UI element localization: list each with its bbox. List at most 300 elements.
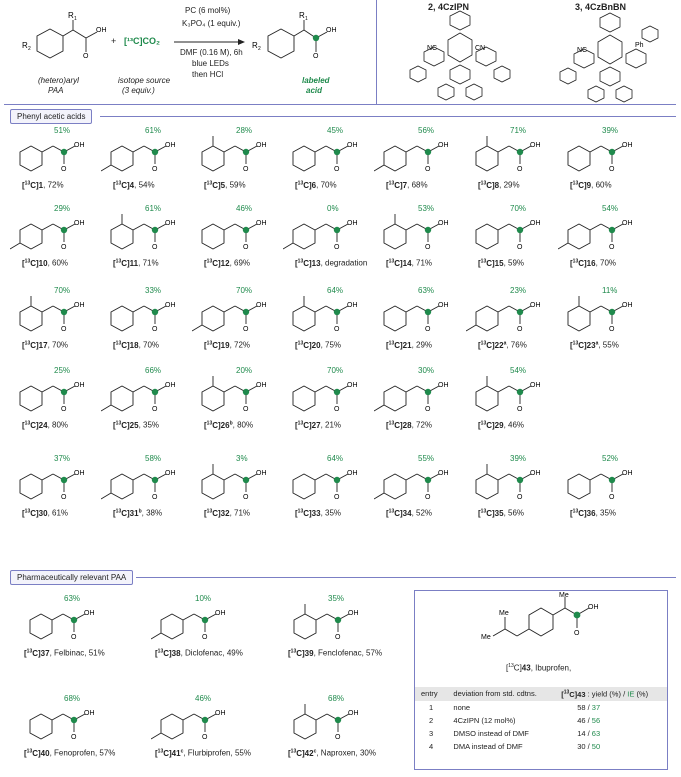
compound-label: [$^{13}$C]14, 71% [386, 258, 433, 268]
pharma-rule [136, 577, 676, 578]
structure-10 [10, 204, 94, 256]
svg-text:O: O [517, 406, 523, 413]
compound-label: [$^{13}$C]16, 70% [570, 258, 617, 268]
svg-text:R: R [252, 41, 258, 50]
svg-text:OH: OH [215, 610, 226, 617]
structure-14 [374, 204, 458, 256]
ibuprofen-panel [414, 590, 668, 770]
svg-text:OH: OH [74, 220, 85, 227]
structure-15 [466, 204, 550, 256]
structure-23 [558, 286, 642, 338]
table-row [415, 727, 667, 740]
reaction-scheme [0, 0, 375, 108]
result-cell: 58 / 37 [577, 702, 601, 712]
ie-value: 70% [236, 286, 253, 295]
ie-value: 20% [236, 366, 253, 375]
svg-text:OH: OH [348, 710, 359, 717]
svg-text:OH: OH [74, 382, 85, 389]
ie-value: 70% [327, 366, 344, 375]
compound-39 [278, 588, 383, 662]
svg-text:OH: OH [622, 220, 633, 227]
structure-19 [192, 286, 276, 338]
compound-42 [278, 688, 376, 762]
compound-label: [$^{13}$C]8, 29% [478, 180, 520, 190]
substrate-label-2: PAA [48, 86, 64, 95]
entry-cell: 4 [429, 741, 434, 751]
compound-label: [$^{13}$C]31$^b$, 38% [113, 508, 163, 518]
compound-15 [460, 198, 550, 272]
svg-text:O: O [425, 244, 431, 251]
section-rule [100, 116, 676, 117]
compound-label: [$^{13}$C]27, 21% [295, 420, 342, 430]
top-rule [4, 104, 676, 105]
product-label-2: acid [306, 86, 323, 95]
compound-27 [277, 360, 367, 434]
structure-1 [10, 126, 94, 178]
compound-36 [552, 448, 642, 522]
compound-label: [$^{13}$C]5, 59% [204, 180, 246, 190]
compound-40 [14, 688, 116, 762]
structure-32 [192, 454, 276, 506]
compound-label: [$^{13}$C]22$^a$, 76% [478, 340, 527, 350]
compound-label: [$^{13}$C]12, 69% [204, 258, 251, 268]
ibuprofen-label: [$^{13}$C]43, Ibuprofen, [506, 663, 572, 673]
svg-text:OH: OH [165, 382, 176, 389]
structure-34 [374, 454, 458, 506]
compound-11 [95, 198, 185, 272]
ie-value: 68% [64, 694, 81, 703]
structure-24 [10, 366, 94, 418]
svg-text:OH: OH [256, 382, 267, 389]
svg-text:OH: OH [256, 302, 267, 309]
compound-label: [$^{13}$C]26$^b$, 80% [204, 420, 254, 430]
svg-text:O: O [335, 634, 341, 641]
svg-text:O: O [517, 494, 523, 501]
substrate-label: (hetero)aryl [38, 76, 79, 85]
svg-text:OH: OH [622, 302, 633, 309]
ie-value: 54% [510, 366, 527, 375]
compound-20 [277, 280, 367, 354]
svg-text:O: O [517, 244, 523, 251]
compound-label: [$^{13}$C]23$^a$, 55% [570, 340, 619, 350]
svg-text:1: 1 [305, 16, 308, 22]
svg-text:NC: NC [427, 45, 438, 52]
ie-value: 53% [418, 204, 435, 213]
svg-text:OH: OH [438, 142, 449, 149]
svg-text:OH: OH [588, 604, 599, 611]
svg-text:O: O [334, 166, 340, 173]
optimization-table [415, 687, 667, 753]
ie-value: 39% [510, 454, 527, 463]
compound-label: [$^{13}$C]37, Felbinac, 51% [24, 648, 105, 658]
compound-28 [368, 360, 458, 434]
structure-26 [192, 366, 276, 418]
svg-text:OH: OH [530, 382, 541, 389]
svg-text:O: O [152, 406, 158, 413]
compound-label: [$^{13}$C]41$^c$, Flurbiprofen, 55% [155, 748, 251, 758]
svg-text:O: O [609, 166, 615, 173]
plus-sign: + [111, 36, 117, 46]
compound-21 [368, 280, 458, 354]
catalyst-structures [380, 0, 680, 104]
ie-value: 23% [510, 286, 527, 295]
structure-7 [374, 126, 458, 178]
svg-text:O: O [609, 244, 615, 251]
ie-value: 64% [327, 286, 344, 295]
svg-text:OH: OH [347, 382, 358, 389]
ie-value: 54% [602, 204, 619, 213]
col-yield-ie: [$^{13}$C]43 : yield (%) / IE (%) [555, 687, 667, 701]
vertical-divider [376, 0, 377, 104]
table-row [415, 714, 667, 727]
svg-text:O: O [574, 630, 580, 637]
compound-37 [14, 588, 104, 662]
result-cell: 46 / 56 [577, 715, 601, 725]
compound-8 [460, 120, 550, 194]
compound-29 [460, 360, 550, 434]
compound-9 [552, 120, 642, 194]
catalyst-3-title: 3, 4CzBnBN [575, 2, 627, 12]
structure-31 [101, 454, 185, 506]
svg-text:O: O [61, 326, 67, 333]
svg-text:Me: Me [499, 610, 509, 617]
section-phenyl-acetic-acids: Phenyl acetic acids [10, 109, 92, 124]
compound-41 [145, 688, 251, 762]
compound-1 [4, 120, 94, 194]
col-deviation: deviation from std. cdtns. [447, 687, 555, 701]
svg-text:R: R [299, 11, 305, 20]
compound-label: [$^{13}$C]24, 80% [22, 420, 69, 430]
compound-18 [95, 280, 185, 354]
structure-37 [20, 594, 104, 646]
compound-14 [368, 198, 458, 272]
svg-text:OH: OH [438, 470, 449, 477]
svg-text:O: O [152, 326, 158, 333]
table-row [415, 701, 667, 714]
ie-value: 63% [64, 594, 81, 603]
svg-text:O: O [334, 406, 340, 413]
svg-text:O: O [243, 244, 249, 251]
compound-4 [95, 120, 185, 194]
svg-text:O: O [334, 326, 340, 333]
svg-text:OH: OH [165, 220, 176, 227]
svg-text:OH: OH [256, 142, 267, 149]
ie-value: 64% [327, 454, 344, 463]
compound-label: [$^{13}$C]34, 52% [386, 508, 433, 518]
compound-label: [$^{13}$C]25, 35% [113, 420, 160, 430]
solvent-condition: DMF (0.16 M), 6h [180, 48, 243, 57]
compound-16 [552, 198, 642, 272]
co2-reagent: [¹³C]CO₂ [124, 36, 160, 46]
ie-value: 61% [145, 126, 162, 135]
compound-label: [$^{13}$C]36, 35% [570, 508, 617, 518]
svg-text:O: O [425, 494, 431, 501]
ie-value: 52% [602, 454, 619, 463]
structure-4 [101, 126, 185, 178]
compound-label: [$^{13}$C]32, 71% [204, 508, 251, 518]
ie-value: 3% [236, 454, 248, 463]
compound-31 [95, 448, 185, 522]
ie-value: 55% [418, 454, 435, 463]
compound-24 [4, 360, 94, 434]
ie-value: 29% [54, 204, 71, 213]
compound-label: [$^{13}$C]13, degradation [295, 258, 368, 268]
compound-label: [$^{13}$C]29, 46% [478, 420, 525, 430]
svg-text:OH: OH [347, 220, 358, 227]
structure-27 [283, 366, 367, 418]
base-condition: K₃PO₄ (1 equiv.) [182, 19, 241, 28]
svg-text:Ph: Ph [635, 42, 644, 49]
deviation-cell: none [453, 702, 471, 712]
compound-label: [$^{13}$C]28, 72% [386, 420, 433, 430]
compound-label: [$^{13}$C]38, Diclofenac, 49% [155, 648, 243, 658]
svg-text:OH: OH [347, 302, 358, 309]
svg-text:OH: OH [438, 382, 449, 389]
product-label: labeled [302, 76, 330, 85]
deviation-cell: DMSO instead of DMF [453, 728, 529, 738]
svg-text:O: O [243, 326, 249, 333]
svg-text:O: O [202, 634, 208, 641]
ie-value: 70% [54, 286, 71, 295]
svg-text:O: O [609, 494, 615, 501]
svg-text:O: O [61, 166, 67, 173]
svg-text:OH: OH [530, 470, 541, 477]
structure-33 [283, 454, 367, 506]
result-cell: 30 / 50 [577, 741, 601, 751]
compound-32 [186, 448, 276, 522]
svg-text:OH: OH [96, 27, 107, 34]
compound-label: [$^{13}$C]19, 72% [204, 340, 251, 350]
svg-text:O: O [425, 166, 431, 173]
svg-text:O: O [425, 326, 431, 333]
source-label-2: (3 equiv.) [122, 86, 155, 95]
structure-20 [283, 286, 367, 338]
ie-value: 11% [602, 286, 618, 295]
compound-label: [$^{13}$C]1, 72% [22, 180, 64, 190]
svg-text:O: O [517, 166, 523, 173]
compound-label: [$^{13}$C]10, 60% [22, 258, 69, 268]
compound-7 [368, 120, 458, 194]
svg-text:OH: OH [84, 710, 95, 717]
svg-text:OH: OH [84, 610, 95, 617]
compound-label: [$^{13}$C]4, 54% [113, 180, 155, 190]
structure-40 [20, 694, 104, 746]
svg-text:O: O [243, 406, 249, 413]
structure-8 [466, 126, 550, 178]
svg-text:OH: OH [165, 142, 176, 149]
svg-text:OH: OH [74, 470, 85, 477]
svg-text:OH: OH [74, 142, 85, 149]
compound-10 [4, 198, 94, 272]
svg-text:OH: OH [530, 220, 541, 227]
catalyst-panel [380, 0, 680, 104]
structure-38 [151, 594, 235, 646]
svg-text:O: O [517, 326, 523, 333]
table-row [415, 740, 667, 753]
compound-label: [$^{13}$C]21, 29% [386, 340, 433, 350]
catalyst-condition: PC (6 mol%) [185, 6, 231, 15]
svg-text:R: R [22, 41, 28, 50]
col-entry: entry [415, 687, 447, 701]
structure-42 [284, 694, 368, 746]
compound-label: [$^{13}$C]7, 68% [386, 180, 428, 190]
compound-26 [186, 360, 276, 434]
svg-text:O: O [71, 734, 77, 741]
compound-34 [368, 448, 458, 522]
workup-condition: then HCl [192, 70, 224, 79]
structure-18 [101, 286, 185, 338]
ie-value: 25% [54, 366, 71, 375]
structure-41 [151, 694, 235, 746]
structure-36 [558, 454, 642, 506]
compound-label: [$^{13}$C]11, 71% [113, 258, 159, 268]
svg-text:R: R [68, 11, 74, 20]
structure-25 [101, 366, 185, 418]
svg-text:OH: OH [438, 302, 449, 309]
compound-label: [$^{13}$C]39, Fenclofenac, 57% [288, 648, 383, 658]
compound-label: [$^{13}$C]6, 70% [295, 180, 337, 190]
compound-38 [145, 588, 243, 662]
svg-text:O: O [202, 734, 208, 741]
compound-label: [$^{13}$C]18, 70% [113, 340, 160, 350]
compound-5 [186, 120, 276, 194]
svg-text:O: O [61, 494, 67, 501]
ie-value: 63% [418, 286, 435, 295]
compound-6 [277, 120, 367, 194]
ie-value: 37% [54, 454, 71, 463]
compound-25 [95, 360, 185, 434]
ie-value: 45% [327, 126, 344, 135]
compound-17 [4, 280, 94, 354]
svg-text:O: O [61, 244, 67, 251]
compound-label: [$^{13}$C]17, 70% [22, 340, 69, 350]
catalyst-2-title: 2, 4CzIPN [428, 2, 470, 12]
svg-text:OH: OH [215, 710, 226, 717]
structure-17 [10, 286, 94, 338]
svg-text:O: O [425, 406, 431, 413]
structure-30 [10, 454, 94, 506]
svg-text:O: O [609, 326, 615, 333]
ie-value: 35% [328, 594, 345, 603]
source-label: isotope source [118, 76, 171, 85]
ibuprofen-name: Ibuprofen, [535, 663, 572, 673]
entry-cell: 2 [429, 715, 434, 725]
compound-label: [$^{13}$C]42$^c$, Naproxen, 30% [288, 748, 376, 758]
ie-value: 68% [328, 694, 345, 703]
compound-label: [$^{13}$C]9, 60% [570, 180, 612, 190]
compound-12 [186, 198, 276, 272]
compound-30 [4, 448, 94, 522]
structure-28 [374, 366, 458, 418]
svg-text:2: 2 [258, 46, 261, 52]
compound-label: [$^{13}$C]15, 59% [478, 258, 525, 268]
structure-29 [466, 366, 550, 418]
ie-value: 71% [510, 126, 527, 135]
structure-21 [374, 286, 458, 338]
section-pharma: Pharmaceutically relevant PAA [10, 570, 133, 585]
compound-23 [552, 280, 642, 354]
svg-text:O: O [334, 494, 340, 501]
ie-value: 56% [418, 126, 435, 135]
svg-text:OH: OH [347, 142, 358, 149]
svg-text:2: 2 [28, 46, 31, 52]
structure-12 [192, 204, 276, 256]
svg-text:CN: CN [475, 45, 486, 52]
compound-19 [186, 280, 276, 354]
ie-value: 10% [195, 594, 212, 603]
svg-text:O: O [335, 734, 341, 741]
ie-value: 51% [54, 126, 71, 135]
svg-text:O: O [61, 406, 67, 413]
svg-text:OH: OH [348, 610, 359, 617]
svg-text:O: O [152, 166, 158, 173]
svg-text:OH: OH [256, 470, 267, 477]
compound-label: [$^{13}$C]30, 61% [22, 508, 69, 518]
compound-label: [$^{13}$C]33, 35% [295, 508, 342, 518]
svg-text:O: O [243, 494, 249, 501]
svg-text:OH: OH [438, 220, 449, 227]
deviation-cell: DMA instead of DMF [453, 741, 523, 751]
svg-text:OH: OH [530, 142, 541, 149]
structure-16 [558, 204, 642, 256]
ie-value: 39% [602, 126, 619, 135]
svg-text:O: O [243, 166, 249, 173]
structure-35 [466, 454, 550, 506]
ie-value: 46% [195, 694, 212, 703]
deviation-cell: 4CzIPN (12 mol%) [453, 715, 516, 725]
ie-value: 30% [418, 366, 435, 375]
structure-22 [466, 286, 550, 338]
svg-text:OH: OH [622, 470, 633, 477]
svg-text:1: 1 [74, 16, 77, 22]
svg-text:OH: OH [326, 27, 337, 34]
table-header-row [415, 687, 667, 701]
svg-text:O: O [313, 53, 319, 60]
structure-9 [558, 126, 642, 178]
svg-text:O: O [71, 634, 77, 641]
structure-39 [284, 594, 368, 646]
ie-value: 0% [327, 204, 339, 213]
light-condition: blue LEDs [192, 59, 229, 68]
svg-text:OH: OH [622, 142, 633, 149]
structure-6 [283, 126, 367, 178]
ie-value: 61% [145, 204, 162, 213]
ie-value: 28% [236, 126, 253, 135]
svg-text:O: O [83, 53, 89, 60]
compound-22 [460, 280, 550, 354]
ie-value: 33% [145, 286, 162, 295]
compound-13 [277, 198, 367, 272]
result-cell: 14 / 63 [577, 728, 601, 738]
compound-label: [$^{13}$C]40, Fenoprofen, 57% [24, 748, 116, 758]
svg-text:OH: OH [74, 302, 85, 309]
ibuprofen-structure [415, 591, 665, 671]
ie-value: 70% [510, 204, 527, 213]
svg-text:OH: OH [347, 470, 358, 477]
svg-text:O: O [152, 244, 158, 251]
compound-label: [$^{13}$C]35, 56% [478, 508, 525, 518]
svg-text:Me: Me [559, 592, 569, 599]
entry-cell: 1 [429, 702, 434, 712]
svg-text:OH: OH [165, 302, 176, 309]
svg-text:OH: OH [530, 302, 541, 309]
structure-11 [101, 204, 185, 256]
entry-cell: 3 [429, 728, 434, 738]
structure-13 [283, 204, 367, 256]
ie-value: 66% [145, 366, 162, 375]
compound-35 [460, 448, 550, 522]
ie-value: 46% [236, 204, 253, 213]
